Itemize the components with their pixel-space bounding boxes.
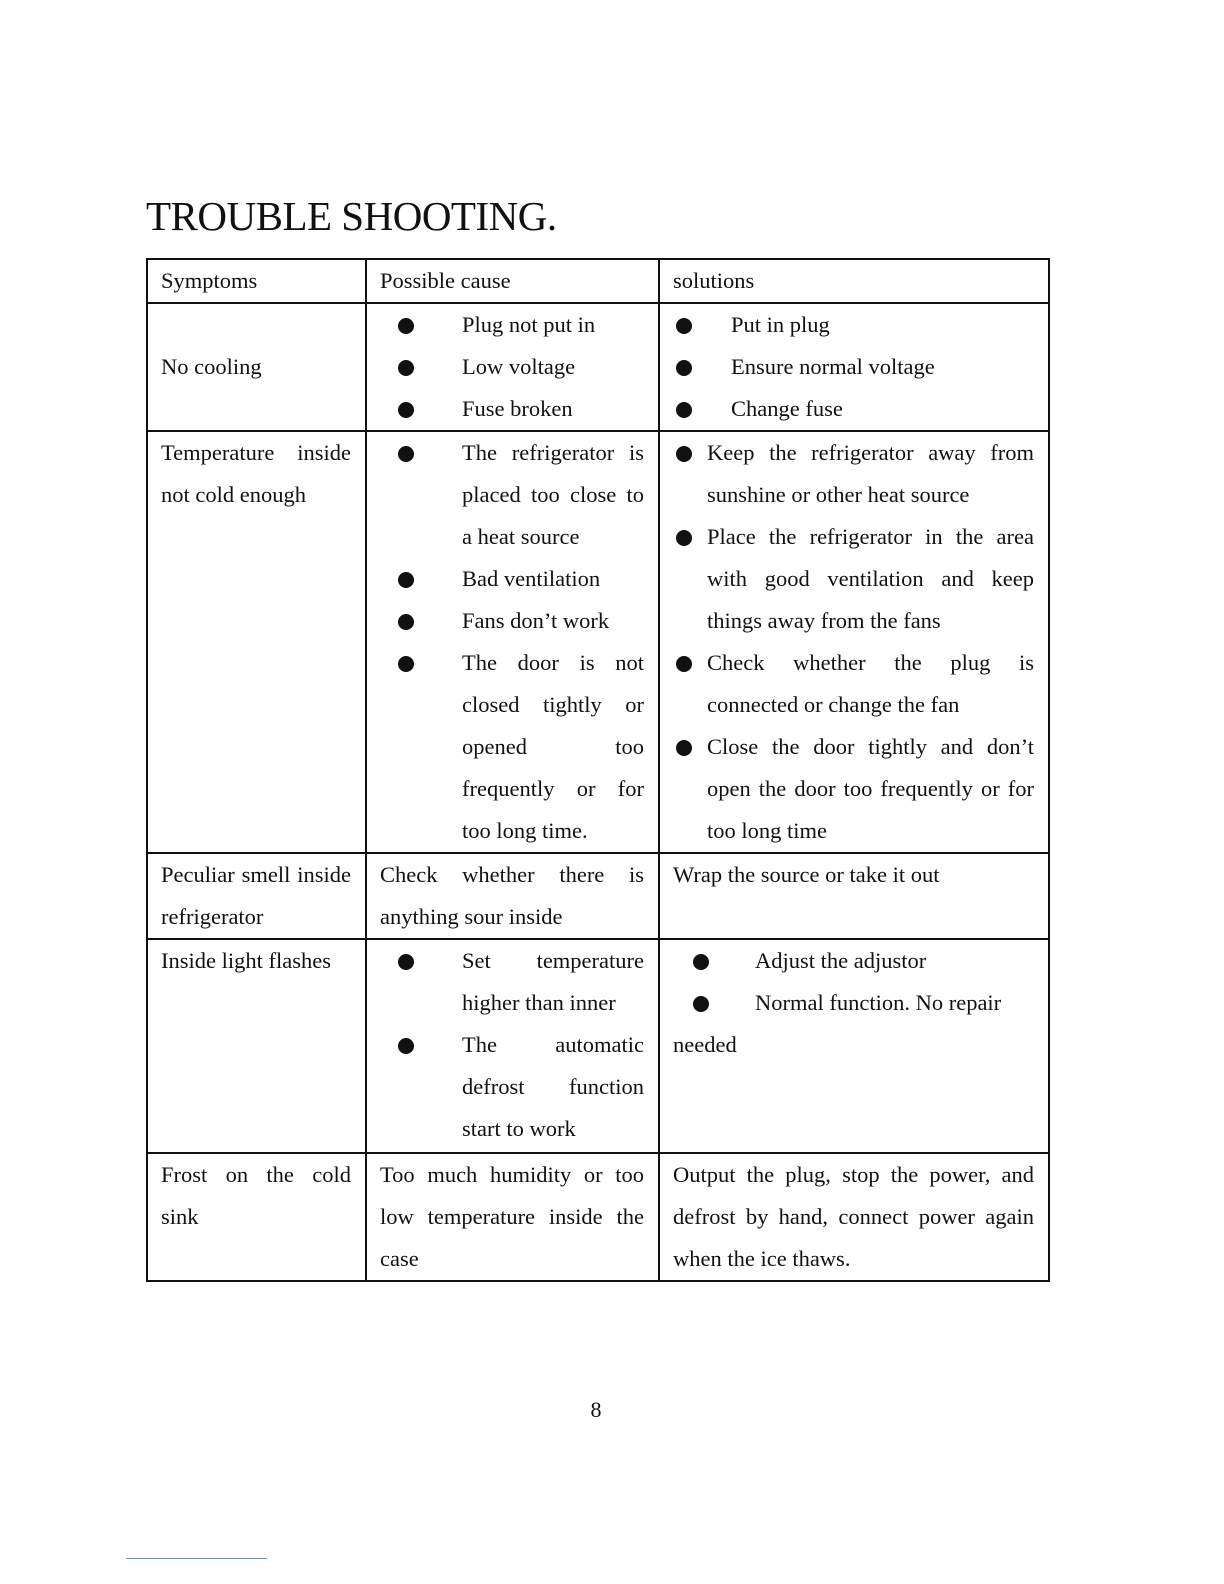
list-item: The refrigerator is placed too close to a heat source (380, 432, 644, 558)
bullet-icon (676, 360, 692, 376)
bullet-icon (398, 572, 414, 588)
bullet-icon (676, 740, 692, 756)
bullet-icon (676, 656, 692, 672)
symptom-cell: Inside light flashes (147, 939, 366, 1153)
table-row (147, 853, 1049, 939)
bullet-icon (693, 954, 709, 970)
troubleshooting-table (146, 258, 1050, 1282)
list-item: Set temperature higher than inner (380, 940, 644, 1024)
solution-cell (659, 303, 1049, 431)
list-item: Low voltage (380, 346, 644, 388)
bullet-icon (398, 954, 414, 970)
symptom-cell: Temperature inside not cold enough (147, 431, 366, 853)
symptom-cell: Frost on the cold sink (147, 1153, 366, 1281)
footer-divider (126, 1558, 267, 1559)
cause-cell (366, 303, 659, 431)
list-item: The automatic defrost function start to work (380, 1024, 644, 1150)
solution-cell (659, 939, 1049, 1153)
list-item: Ensure normal voltage (673, 346, 1034, 388)
cause-cell (366, 939, 659, 1153)
bullet-icon (398, 1038, 414, 1054)
bullet-icon (676, 530, 692, 546)
solution-cell (659, 431, 1049, 853)
bullet-icon (676, 446, 692, 462)
table-row (147, 1153, 1049, 1281)
list-item: The door is not closed tightly or opened too frequently or for too long time. (380, 642, 644, 852)
list-item: Change fuse (673, 388, 1034, 430)
header-possible-cause: Possible cause (366, 259, 659, 303)
bullet-icon (398, 318, 414, 334)
bullet-icon (676, 318, 692, 334)
bullet-icon (398, 656, 414, 672)
cause-cell: Check whether there is anything sour inside (366, 853, 659, 939)
list-item: Fans don’t work (380, 600, 644, 642)
list-item: Keep the refrigerator away from sunshine or other heat source (673, 432, 1034, 516)
header-symptoms: Symptoms (147, 259, 366, 303)
list-item: Normal function. No repair needed (673, 990, 1002, 1057)
bullet-icon (398, 446, 414, 462)
list-item: Place the refrigerator in the area with good ventilation and keep things away from the fans (673, 516, 1034, 642)
cause-cell: Too much humidity or too low temperature inside the case (366, 1153, 659, 1281)
header-solutions: solutions (659, 259, 1049, 303)
list-item: Adjust the adjustor (673, 940, 1034, 982)
solution-cell: Output the plug, stop the power, and defrost by hand, connect power again when the ice thaws. (659, 1153, 1049, 1281)
cause-cell (366, 431, 659, 853)
page-number: 8 (590, 1397, 602, 1422)
list-item: Bad ventilation (380, 558, 644, 600)
solution-cell: Wrap the source or take it out (659, 853, 1049, 939)
list-item: Close the door tightly and don’t open the door too frequently or for too long time (673, 726, 1034, 852)
table-header-row (147, 259, 1049, 303)
bullet-icon (398, 360, 414, 376)
bullet-icon (676, 402, 692, 418)
list-item: Put in plug (673, 304, 1034, 346)
list-item: Check whether the plug is connected or change the fan (673, 642, 1034, 726)
table-row (147, 303, 1049, 431)
list-item: Plug not put in (380, 304, 644, 346)
list-item: Fuse broken (380, 388, 644, 430)
symptom-cell: No cooling (147, 303, 366, 431)
symptom-cell: Peculiar smell inside refrigerator (147, 853, 366, 939)
bullet-icon (693, 996, 709, 1012)
bullet-icon (398, 614, 414, 630)
page-title: TROUBLE SHOOTING. (146, 193, 557, 239)
bullet-icon (398, 402, 414, 418)
table-row (147, 431, 1049, 853)
table-row (147, 939, 1049, 1153)
